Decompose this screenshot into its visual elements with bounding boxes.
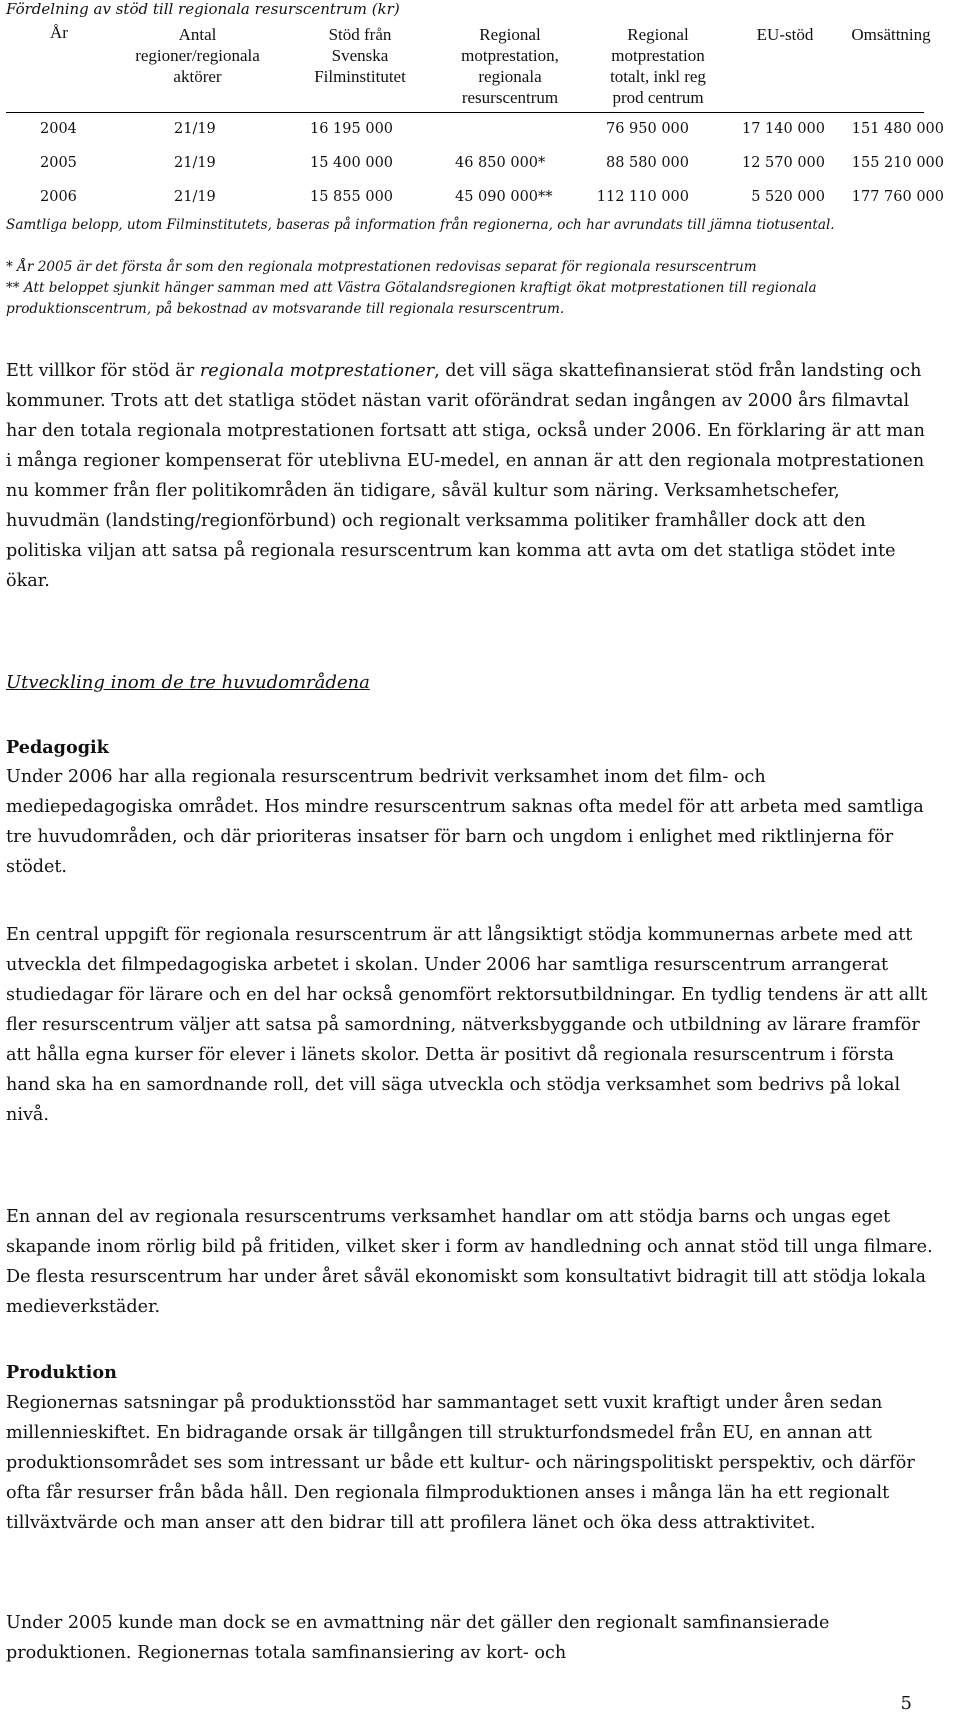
page-number: 5 (900, 1693, 912, 1714)
cell-actors: 21/19 (174, 155, 216, 171)
table-note: Samtliga belopp, utom Filminstitutets, baseras på information från regionerna, och har avrundats till jämna tiotusental. (6, 217, 835, 233)
cell-sfi: 15 855 000 (310, 189, 394, 205)
pedagogik-paragraph: Under 2006 har alla regionala resurscentrum bedrivit verksamhet inom det film- och mediepedagogiska området. Hos mindre resurscentrum saknas ofta medel för att arbeta med samtliga tre huvudområden, och där prioriteras insatser för barn och ungdom i enlighet med riktlinjerna för stödet. (6, 767, 924, 877)
pedagogik-paragraph: En central uppgift för regionala resurscentrum är att långsiktigt stödja kommunernas arbete med att utveckla det filmpedagogiska arbetet i skolan. Under 2006 har samtliga resurscentrum arrangerat studiedagar för lärare och en del har också genomfört rektorsutbildningar. En tydlig tendens är att allt fler resurscentrum väljer att satsa på samordning, nätverksbyggande och utbildning av lärare framför att hålla egna kurser för elever i länets skolor. Detta är positivt då regionala resurscentrum i första hand ska ha en samordnande roll, det vill säga utveckla och stödja verksamhet som bedrivs på lokal nivå. (6, 925, 928, 1125)
cell-actors: 21/19 (174, 121, 216, 137)
cell-total: 76 950 000 (605, 121, 689, 137)
table-row (0, 155, 960, 179)
header-turnover: Omsättning (851, 25, 931, 44)
header-year: År (50, 23, 68, 42)
header-rule (6, 112, 924, 113)
cell-total: 88 580 000 (605, 155, 689, 171)
section-title: Utveckling inom de tre huvudområdena (6, 672, 370, 693)
cell-eu: 5 520 000 (751, 189, 825, 205)
table-title: Fördelning av stöd till regionala resurscentrum (kr) (6, 0, 400, 18)
cell-total: 112 110 000 (596, 189, 689, 205)
intro-start: Ett villkor för stöd är (6, 361, 200, 381)
table-footnote: * År 2005 är det första år som den regionala motprestationen redovisas separat för regionala resurscentrum (6, 259, 757, 275)
table-footnote: ** Att beloppet sjunkit hänger samman med att Västra Götalandsregionen kraftigt ökat motprestationen till regionala produktionscentrum, på bekostnad av motsvarande till regionala resurscentrum. (6, 280, 817, 317)
cell-regional: 46 850 000* (455, 155, 546, 171)
cell-eu: 12 570 000 (741, 155, 825, 171)
cell-year: 2004 (40, 121, 77, 137)
cell-year: 2005 (40, 155, 77, 171)
table-row (0, 189, 960, 213)
heading-produktion: Produktion (6, 1362, 117, 1383)
produktion-paragraph: Under 2005 kunde man dock se en avmattning när det gäller den regionalt samfinansierade produktionen. Regionernas totala samfinansiering av kort- och (6, 1613, 830, 1663)
intro-rest: , det vill säga skattefinansierat stöd från landsting och kommuner. Trots att det statliga stödet nästan varit oförändrat sedan ingången av 2000 års filmavtal har den totala regionala motprestationen fortsatt att stiga, också under 2006. En förklaring är att man i många regioner kompenserat för uteblivna EU-medel, en annan är att den regionala motprestationen nu kommer från fler politikområden än tidigare, såväl kultur som näring. Verksamhetschefer, huvudmän (landsting/regionförbund) och regionalt verksamma politiker framhåller dock att den politiska viljan att satsa på regionala resurscentrum kan komma att avta om det statliga stödet inte ökar. (6, 361, 925, 591)
cell-sfi: 15 400 000 (310, 155, 394, 171)
cell-sfi: 16 195 000 (310, 121, 394, 137)
cell-turnover: 155 210 000 (851, 155, 944, 171)
header-total: Regional motprestation totalt, inkl reg prod centrum (610, 25, 706, 107)
cell-turnover: 151 480 000 (851, 121, 944, 137)
cell-year: 2006 (40, 189, 77, 205)
intro-emphasis: regionala motprestationer (199, 361, 435, 381)
heading-pedagogik: Pedagogik (6, 737, 109, 758)
cell-turnover: 177 760 000 (851, 189, 944, 205)
intro-paragraph (6, 356, 936, 596)
pedagogik-paragraph: En annan del av regionala resurscentrums verksamhet handlar om att stödja barns och ungas eget skapande inom rörlig bild på fritiden, vilket sker i form av handledning och annat stöd till unga filmare. De flesta resurscentrum har under året såväl ekonomiskt som konsultativt bidragit till att stödja lokala medieverkstäder. (6, 1207, 933, 1317)
header-regional: Regional motprestation, regionala resurscentrum (461, 25, 559, 107)
cell-actors: 21/19 (174, 189, 216, 205)
produktion-paragraph: Regionernas satsningar på produktionsstöd har sammantaget sett vuxit kraftigt under åren sedan millennieskiftet. En bidragande orsak är tillgången till strukturfondsmedel från EU, en annan att produktionsområdet ses som intressant ur både ett kultur- och näringspolitiskt perspektiv, och därför ofta får resurser från båda håll. Den regionala filmproduktionen anses i många län ha ett regionalt tillväxtvärde och man anser att den bidrar till att profilera länet och öka dess attraktivitet. (6, 1393, 915, 1533)
header-sfi: Stöd från Svenska Filminstitutet (314, 25, 406, 86)
header-actors: Antal regioner/regionala aktörer (135, 25, 260, 86)
cell-eu: 17 140 000 (741, 121, 825, 137)
table-row (0, 121, 960, 145)
cell-regional: 45 090 000** (455, 189, 553, 205)
header-eu: EU-stöd (756, 25, 814, 44)
